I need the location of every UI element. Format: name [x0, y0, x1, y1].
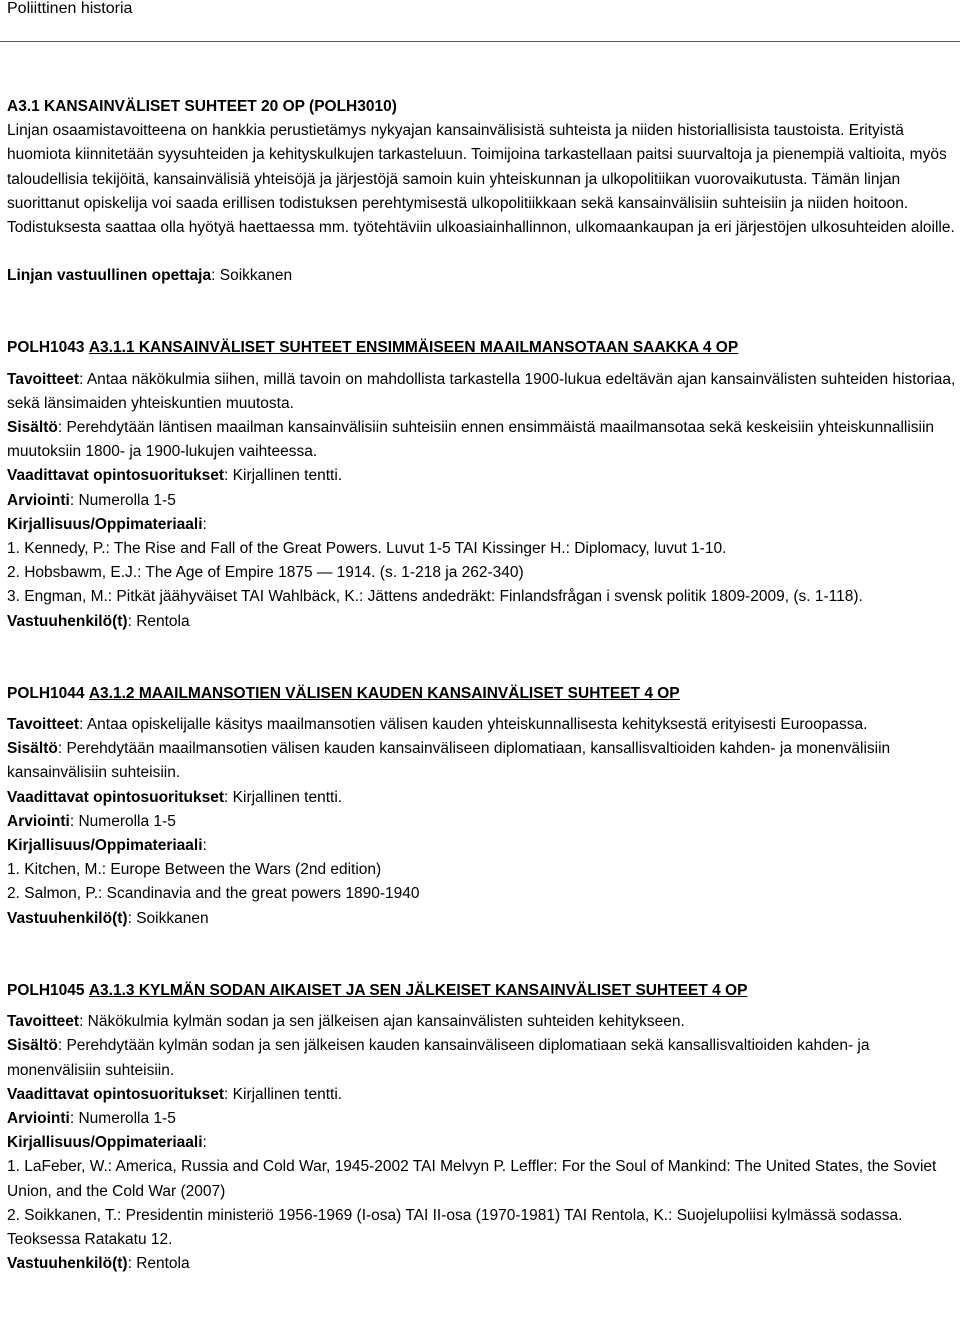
course-responsible — [7, 1252, 957, 1276]
section-teacher — [7, 264, 957, 288]
literature-item: 2. Hobsbawm, E.J.: The Age of Empire 1875 — 1914. (s. 1-218 ja 262-340) — [7, 564, 524, 582]
requirements-text: : Kirjallinen tentti. — [224, 467, 343, 485]
document-body — [7, 95, 957, 1276]
goals-label: Tavoitteet — [7, 1013, 80, 1031]
literature-label: Kirjallisuus/Oppimateriaali — [7, 1134, 203, 1152]
course-2 — [7, 682, 957, 931]
content-label: Sisältö — [7, 419, 58, 437]
section-description: Linjan osaamistavoitteena on hankkia perustietämys nykyajan kansainvälisistä suhteista ja niiden historiallisista taustoista. Erityistä huomiota kiinnitetään syysuhteiden ja kehityskulkujen tarkasteluun. Toimijoina tarkastellaan paitsi suurvaltoja ja pienempiä valtioita, myös taloudellisia tekijöitä, kansainvälisiä yhteisöjä ja järjestöjä samoin kuin yhteiskunnan ja ulkopolitiikan vuorovaikutusta. Tämän linjan suorittanut opiskelija voi saada erillisen todistuksen perehtymisestä ulkopolitiikkaan sekä kansainvälisiin suhteisiin ja niiden hoitoon. Todistuksesta saattaa olla hyötyä haettaessa mm. työtehtäviin ulkoasiainhallinnon, ulkomaankaupan ja eri järjestöjen ulkosuhteiden aloille. — [7, 122, 955, 237]
course-responsible — [7, 907, 957, 931]
literature-item: 1. Kitchen, M.: Europe Between the Wars (2nd edition) — [7, 861, 382, 879]
grading-text: : Numerolla 1-5 — [69, 1109, 176, 1127]
goals-label: Tavoitteet — [7, 370, 80, 388]
course-requirements — [7, 786, 957, 810]
content-label: Sisältö — [7, 740, 58, 758]
course-heading — [7, 979, 957, 1003]
requirements-label: Vaadittavat opintosuoritukset — [7, 788, 225, 806]
course-code: POLH1045 — [7, 981, 85, 999]
course-goals — [7, 1010, 957, 1034]
course-literature-heading: Kirjallisuus/Oppimateriaali: — [7, 1134, 207, 1152]
literature-item: 2. Soikkanen, T.: Presidentin ministeriö 1956-1969 (I-osa) TAI II-osa (1970-1981) TAI Rentola, K.: Suojelupoliisi kylmässä sodassa. Teoksessa Ratakatu 12. — [7, 1206, 903, 1248]
course-1 — [7, 336, 957, 633]
course-heading — [7, 336, 957, 360]
goals-text: : Antaa näkökulmia siihen, millä tavoin on mahdollista tarkastella 1900-lukua edeltävän ajan kansainvälisten suhteiden historiaa, sekä länsimaiden yhteiskuntien muutosta. — [7, 370, 956, 412]
running-header: Poliittinen historia — [7, 0, 133, 17]
grading-text: : Numerolla 1-5 — [69, 491, 176, 509]
responsible-text: : Rentola — [127, 1255, 190, 1273]
course-code: POLH1043 — [7, 339, 85, 357]
teacher-value: : Soikkanen — [211, 267, 293, 285]
goals-text: : Antaa opiskelijalle käsitys maailmansotien välisen kauden yhteiskunnallisesta kehityksestä erityisesti Euroopassa. — [79, 716, 868, 734]
course-content — [7, 416, 957, 464]
course-title: A3.1.3 KYLMÄN SODAN AIKAISET JA SEN JÄLKEISET KANSAINVÄLISET SUHTEET 4 OP — [88, 981, 748, 999]
requirements-label: Vaadittavat opintosuoritukset — [7, 1085, 225, 1103]
course-title: A3.1.2 MAAILMANSOTIEN VÄLISEN KAUDEN KANSAINVÄLISET SUHTEET 4 OP — [88, 684, 680, 702]
course-literature-heading: Kirjallisuus/Oppimateriaali: — [7, 515, 207, 533]
course-heading — [7, 682, 957, 706]
course-grading — [7, 1107, 957, 1131]
responsible-label: Vastuuhenkilö(t) — [7, 612, 128, 630]
grading-label: Arviointi — [7, 1109, 70, 1127]
course-content — [7, 737, 957, 785]
content-label: Sisältö — [7, 1037, 58, 1055]
literature-label: Kirjallisuus/Oppimateriaali — [7, 837, 203, 855]
goals-label: Tavoitteet — [7, 716, 80, 734]
grading-text: : Numerolla 1-5 — [69, 812, 176, 830]
literature-item: 2. Salmon, P.: Scandinavia and the great powers 1890-1940 — [7, 885, 420, 903]
responsible-label: Vastuuhenkilö(t) — [7, 909, 128, 927]
grading-label: Arviointi — [7, 491, 70, 509]
content-text: : Perehdytään kylmän sodan ja sen jälkeisen kauden kansainväliseen diplomatiaan sekä kansallisvaltioiden kahden- ja monenvälisiin suhteisiin. — [7, 1037, 870, 1079]
goals-text: : Näkökulmia kylmän sodan ja sen jälkeisen ajan kansainvälisten suhteiden kehitykseen. — [79, 1013, 685, 1031]
teacher-label: Linjan vastuullinen opettaja — [7, 267, 212, 285]
requirements-label: Vaadittavat opintosuoritukset — [7, 467, 225, 485]
course-content — [7, 1034, 957, 1082]
section-title: A3.1 KANSAINVÄLISET SUHTEET 20 OP (POLH3010) — [7, 98, 397, 115]
literature-item: 1. LaFeber, W.: America, Russia and Cold War, 1945-2002 TAI Melvyn P. Leffler: For the Soul of Mankind: The United States, the Soviet Union, and the Cold War (2007) — [7, 1158, 937, 1200]
course-goals — [7, 368, 957, 416]
responsible-text: : Rentola — [127, 612, 190, 630]
requirements-text: : Kirjallinen tentti. — [224, 788, 343, 806]
literature-item: 1. Kennedy, P.: The Rise and Fall of the Great Powers. Luvut 1-5 TAI Kissinger H.: Diplomacy, luvut 1-10. — [7, 540, 727, 558]
course-requirements — [7, 1083, 957, 1107]
course-responsible — [7, 610, 957, 634]
grading-label: Arviointi — [7, 812, 70, 830]
requirements-text: : Kirjallinen tentti. — [224, 1085, 343, 1103]
course-requirements — [7, 464, 957, 488]
course-grading — [7, 489, 957, 513]
course-code: POLH1044 — [7, 684, 85, 702]
course-3 — [7, 979, 957, 1276]
literature-item: 3. Engman, M.: Pitkät jäähyväiset TAI Wahlbäck, K.: Jättens andedräkt: Finlandsfrågan i svensk politik 1809-2009, (s. 1-118). — [7, 588, 863, 606]
responsible-text: : Soikkanen — [127, 909, 209, 927]
content-text: : Perehdytään maailmansotien välisen kauden kansainväliseen diplomatiaan, kansallisvaltioiden kahden- ja monenvälisiin kansainvälisiin suhteisiin. — [7, 740, 891, 782]
literature-label: Kirjallisuus/Oppimateriaali — [7, 515, 203, 533]
responsible-label: Vastuuhenkilö(t) — [7, 1255, 128, 1273]
course-literature-heading: Kirjallisuus/Oppimateriaali: — [7, 837, 207, 855]
content-text: : Perehdytään läntisen maailman kansainvälisiin suhteisiin ennen ensimmäistä maailmansotaa sekä keskeisiin yhteiskunnallisiin muutoksiin 1800- ja 1900-lukujen vaihteessa. — [7, 419, 935, 461]
course-goals — [7, 713, 957, 737]
course-grading — [7, 810, 957, 834]
course-title: A3.1.1 KANSAINVÄLISET SUHTEET ENSIMMÄISEEN MAAILMANSOTAAN SAAKKA 4 OP — [88, 339, 739, 357]
header-divider — [0, 41, 960, 42]
